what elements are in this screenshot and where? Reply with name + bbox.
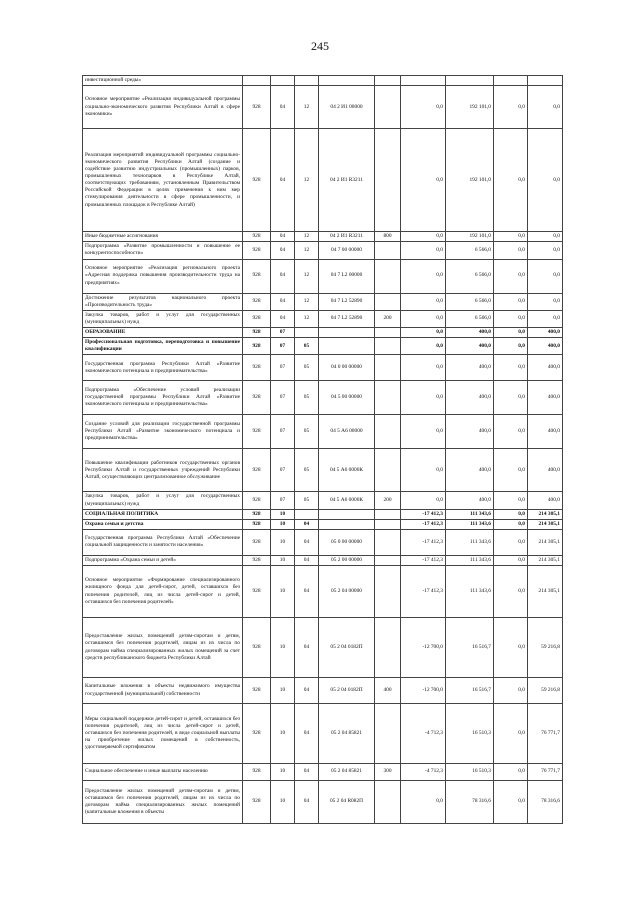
cell-csr: 04 2 И1 R3211	[319, 232, 375, 242]
cell-pr: 12	[295, 129, 319, 232]
cell-gr: 928	[243, 678, 271, 704]
cell-amount-3: 59 216,8	[528, 678, 563, 704]
cell-amount-change: -4 712,3	[401, 764, 446, 781]
cell-amount-change: 0,0	[401, 415, 446, 449]
cell-amount-1: 111 343,6	[446, 555, 494, 565]
cell-name: Предоставление жилых помещений детям-сиротам и детям, оставшимся без попечения родителей, лицам из их числа по договорам найма специализированных жилых помещений за счет средств республиканского бюджета Республики Алтай	[83, 618, 243, 678]
budget-table	[82, 75, 563, 824]
cell-name: Подпрограмма «Обеспечение условий реализации государственной программы Республики Алтай «Развитие экономического потенциала и предпринимательства»	[83, 381, 243, 415]
cell-name: Охрана семьи и детства	[83, 519, 243, 529]
cell-amount-1: 400,0	[446, 381, 494, 415]
cell-pr: 04	[295, 764, 319, 781]
cell-name: инвестиционной среды»	[83, 76, 243, 86]
cell-name: Подпрограмма «Развитие промышленности и повышение ее конкурентоспособности»	[83, 242, 243, 259]
table-row	[83, 566, 563, 618]
cell-gr: 928	[243, 86, 271, 129]
table-row	[83, 449, 563, 492]
cell-gr: 928	[243, 415, 271, 449]
cell-amount-2: 0,0	[494, 519, 528, 529]
cell-gr: 928	[243, 259, 271, 293]
cell-vr	[375, 381, 401, 415]
cell-amount-2: 0,0	[494, 86, 528, 129]
cell-rz: 07	[271, 355, 295, 381]
cell-rz: 10	[271, 618, 295, 678]
table-row	[83, 509, 563, 519]
cell-pr: 04	[295, 555, 319, 565]
cell-vr	[375, 86, 401, 129]
cell-pr: 12	[295, 242, 319, 259]
cell-amount-1: 192 101,0	[446, 232, 494, 242]
cell-amount-change: 0,0	[401, 242, 446, 259]
cell-amount-1: 6 566,0	[446, 259, 494, 293]
cell-vr	[375, 242, 401, 259]
cell-gr	[243, 76, 271, 86]
cell-amount-2: 0,0	[494, 381, 528, 415]
cell-gr: 928	[243, 509, 271, 519]
cell-rz: 10	[271, 519, 295, 529]
cell-vr	[375, 449, 401, 492]
cell-amount-2: 0,0	[494, 355, 528, 381]
table-row	[83, 704, 563, 764]
cell-rz: 04	[271, 86, 295, 129]
cell-rz: 04	[271, 232, 295, 242]
cell-amount-3: 76 771,7	[528, 764, 563, 781]
cell-amount-3: 400,0	[528, 449, 563, 492]
cell-csr	[319, 76, 375, 86]
cell-name: Подпрограмма «Охрана семьи и детей»	[83, 555, 243, 565]
table-row	[83, 381, 563, 415]
cell-amount-change: -17 412,3	[401, 555, 446, 565]
cell-csr: 05 2 04 0182П	[319, 618, 375, 678]
cell-gr: 928	[243, 310, 271, 327]
cell-amount-change: 0,0	[401, 293, 446, 310]
table-row	[83, 555, 563, 565]
cell-amount-3: 214 305,1	[528, 529, 563, 555]
cell-amount-2: 0,0	[494, 449, 528, 492]
cell-amount-3	[528, 76, 563, 86]
cell-csr: 05 2 04 85821	[319, 764, 375, 781]
table-row	[83, 310, 563, 327]
cell-amount-3: 0,0	[528, 232, 563, 242]
cell-name: Предоставление жилых помещений детям-сиротам и детям, оставшимся без попечения родителей, лицам из их числа по договорам найма специализированных жилых помещений (капитальные вложения в объекты	[83, 781, 243, 824]
cell-amount-1: 111 343,6	[446, 529, 494, 555]
cell-vr: 400	[375, 678, 401, 704]
cell-pr: 12	[295, 310, 319, 327]
cell-vr	[375, 566, 401, 618]
cell-amount-3: 400,0	[528, 328, 563, 338]
cell-csr	[319, 328, 375, 338]
cell-gr: 928	[243, 242, 271, 259]
cell-csr: 05 2 04 85821	[319, 704, 375, 764]
cell-vr	[375, 509, 401, 519]
cell-csr: 05 2 04 0182П	[319, 678, 375, 704]
cell-amount-1: 16 516,7	[446, 618, 494, 678]
cell-rz: 04	[271, 310, 295, 327]
cell-amount-change	[401, 76, 446, 86]
cell-amount-1	[446, 76, 494, 86]
cell-rz: 10	[271, 566, 295, 618]
table-row	[83, 355, 563, 381]
cell-vr	[375, 338, 401, 355]
cell-gr: 928	[243, 566, 271, 618]
cell-gr: 928	[243, 232, 271, 242]
cell-name: Иные бюджетные ассигнования	[83, 232, 243, 242]
cell-amount-2: 0,0	[494, 492, 528, 509]
table-row	[83, 764, 563, 781]
cell-amount-3: 400,0	[528, 338, 563, 355]
cell-pr: 05	[295, 449, 319, 492]
table-row	[83, 259, 563, 293]
cell-rz: 07	[271, 415, 295, 449]
cell-name: Создание условий для реализации государственной программы Республики Алтай «Развитие экономического потенциала и предпринимательства»	[83, 415, 243, 449]
cell-csr: 05 2 00 00000	[319, 555, 375, 565]
cell-name: Государственная программа Республики Алтай «Развитие экономического потенциала и предпринимательства»	[83, 355, 243, 381]
cell-rz: 10	[271, 529, 295, 555]
cell-amount-change: 0,0	[401, 492, 446, 509]
cell-gr: 928	[243, 449, 271, 492]
cell-amount-2: 0,0	[494, 328, 528, 338]
cell-amount-1: 6 566,0	[446, 242, 494, 259]
cell-csr	[319, 519, 375, 529]
cell-amount-change: 0,0	[401, 232, 446, 242]
cell-name: СОЦИАЛЬНАЯ ПОЛИТИКА	[83, 509, 243, 519]
cell-name: Повышение квалификации работников государственных органов Республики Алтай и государственных учреждений Республики Алтай, осуществляющих централизованное обслуживание	[83, 449, 243, 492]
cell-pr: 12	[295, 293, 319, 310]
cell-amount-change: -12 700,0	[401, 678, 446, 704]
cell-vr	[375, 293, 401, 310]
table-row	[83, 86, 563, 129]
cell-amount-2: 0,0	[494, 529, 528, 555]
cell-name: Закупка товаров, работ и услуг для государственных (муниципальных) нужд	[83, 310, 243, 327]
cell-name: Профессиональная подготовка, переподготовка и повышение квалификации	[83, 338, 243, 355]
cell-amount-change: -4 712,3	[401, 704, 446, 764]
cell-amount-1: 400,0	[446, 415, 494, 449]
cell-amount-change: 0,0	[401, 355, 446, 381]
cell-rz: 04	[271, 259, 295, 293]
table-row	[83, 242, 563, 259]
cell-rz: 07	[271, 449, 295, 492]
cell-amount-change: -17 412,3	[401, 519, 446, 529]
cell-csr: 04 5 А6 0000К	[319, 492, 375, 509]
cell-amount-1: 6 566,0	[446, 310, 494, 327]
cell-amount-3: 400,0	[528, 381, 563, 415]
cell-amount-change: 0,0	[401, 259, 446, 293]
cell-vr	[375, 129, 401, 232]
cell-amount-3: 214 305,1	[528, 519, 563, 529]
cell-pr: 05	[295, 492, 319, 509]
cell-amount-2: 0,0	[494, 415, 528, 449]
cell-amount-change: 0,0	[401, 338, 446, 355]
cell-amount-2: 0,0	[494, 338, 528, 355]
cell-amount-1: 192 101,0	[446, 129, 494, 232]
table-row	[83, 129, 563, 232]
cell-name: Социальное обеспечение и иные выплаты населению	[83, 764, 243, 781]
cell-vr	[375, 704, 401, 764]
table-row	[83, 232, 563, 242]
cell-csr: 05 0 00 00000	[319, 529, 375, 555]
cell-amount-1: 400,0	[446, 492, 494, 509]
cell-csr	[319, 338, 375, 355]
cell-amount-3: 0,0	[528, 242, 563, 259]
cell-csr: 04 7 L2 52890	[319, 293, 375, 310]
cell-csr: 04 2 И1 00000	[319, 86, 375, 129]
cell-csr: 04 2 И1 R3211	[319, 129, 375, 232]
cell-vr	[375, 529, 401, 555]
table-row	[83, 529, 563, 555]
cell-pr: 05	[295, 415, 319, 449]
cell-gr: 928	[243, 381, 271, 415]
cell-csr: 04 0 00 00000	[319, 355, 375, 381]
cell-amount-1: 16 510,3	[446, 704, 494, 764]
cell-gr: 928	[243, 355, 271, 381]
cell-amount-change: 0,0	[401, 781, 446, 824]
cell-amount-2: 0,0	[494, 129, 528, 232]
cell-vr	[375, 618, 401, 678]
cell-amount-change: 0,0	[401, 86, 446, 129]
cell-name: Меры социальной поддержки детей-сирот и детей, оставшихся без попечения родителей, лиц из числа детей-сирот и детей, оставшихся без попечения родителей, в виде социальной выплаты на приобретение жилых помещений в собственность, удостоверяемой сертификатом	[83, 704, 243, 764]
cell-amount-1: 78 316,6	[446, 781, 494, 824]
cell-amount-1: 16 516,7	[446, 678, 494, 704]
cell-rz: 04	[271, 242, 295, 259]
table-row	[83, 415, 563, 449]
cell-vr: 200	[375, 310, 401, 327]
cell-amount-3: 400,0	[528, 415, 563, 449]
cell-pr: 04	[295, 678, 319, 704]
cell-csr: 04 5 А6 0000К	[319, 449, 375, 492]
cell-gr: 928	[243, 781, 271, 824]
cell-name: Основное мероприятие «Реализация регионального проекта «Адресная поддержка повышения производительности труда на предприятиях»	[83, 259, 243, 293]
cell-gr: 928	[243, 129, 271, 232]
cell-gr: 928	[243, 519, 271, 529]
cell-vr	[375, 328, 401, 338]
cell-amount-3: 78 316,6	[528, 781, 563, 824]
cell-gr: 928	[243, 764, 271, 781]
cell-gr: 928	[243, 618, 271, 678]
cell-rz: 10	[271, 704, 295, 764]
cell-amount-2: 0,0	[494, 781, 528, 824]
cell-amount-3: 214 305,1	[528, 555, 563, 565]
cell-vr: 300	[375, 764, 401, 781]
cell-pr: 12	[295, 259, 319, 293]
cell-vr	[375, 555, 401, 565]
cell-amount-1: 400,0	[446, 338, 494, 355]
cell-amount-change: -17 412,3	[401, 509, 446, 519]
cell-amount-2: 0,0	[494, 509, 528, 519]
cell-gr: 928	[243, 338, 271, 355]
cell-name: Капитальные вложения в объекты недвижимого имущества государственной (муниципальной) собственности	[83, 678, 243, 704]
table-row	[83, 338, 563, 355]
cell-amount-1: 400,0	[446, 328, 494, 338]
table-row	[83, 678, 563, 704]
table-row	[83, 492, 563, 509]
cell-pr: 12	[295, 232, 319, 242]
cell-name: Основное мероприятие «Формирование специализированного жилищного фонда для детей-сирот, детей, оставшихся без попечения родителей, лиц из числа детей-сирот и детей, оставшихся без попечения родителей»	[83, 566, 243, 618]
cell-vr	[375, 519, 401, 529]
cell-rz: 07	[271, 338, 295, 355]
cell-pr: 05	[295, 338, 319, 355]
cell-amount-2: 0,0	[494, 259, 528, 293]
cell-gr: 928	[243, 555, 271, 565]
cell-rz: 04	[271, 129, 295, 232]
cell-pr: 04	[295, 618, 319, 678]
cell-amount-1: 6 566,0	[446, 293, 494, 310]
cell-amount-2: 0,0	[494, 566, 528, 618]
cell-amount-change: 0,0	[401, 310, 446, 327]
cell-amount-change: 0,0	[401, 381, 446, 415]
cell-amount-change: 0,0	[401, 129, 446, 232]
cell-amount-change: -17 412,3	[401, 529, 446, 555]
cell-vr	[375, 415, 401, 449]
cell-amount-2: 0,0	[494, 555, 528, 565]
table-row	[83, 328, 563, 338]
cell-amount-2: 0,0	[494, 764, 528, 781]
cell-csr	[319, 509, 375, 519]
cell-csr: 04 7 L2 00000	[319, 259, 375, 293]
cell-rz: 07	[271, 381, 295, 415]
cell-rz	[271, 76, 295, 86]
table-row	[83, 293, 563, 310]
cell-amount-3: 0,0	[528, 259, 563, 293]
cell-amount-1: 400,0	[446, 355, 494, 381]
cell-amount-change: 0,0	[401, 328, 446, 338]
cell-amount-1: 192 101,0	[446, 86, 494, 129]
cell-pr	[295, 509, 319, 519]
cell-name: ОБРАЗОВАНИЕ	[83, 328, 243, 338]
cell-csr: 04 5 А6 00000	[319, 415, 375, 449]
cell-pr: 04	[295, 519, 319, 529]
cell-amount-2: 0,0	[494, 618, 528, 678]
cell-amount-2: 0,0	[494, 232, 528, 242]
cell-rz: 10	[271, 509, 295, 519]
cell-amount-3: 400,0	[528, 355, 563, 381]
cell-vr: 800	[375, 232, 401, 242]
cell-pr	[295, 328, 319, 338]
cell-pr: 04	[295, 529, 319, 555]
cell-amount-3: 0,0	[528, 129, 563, 232]
cell-amount-1: 16 510,3	[446, 764, 494, 781]
cell-amount-3: 0,0	[528, 293, 563, 310]
cell-gr: 928	[243, 492, 271, 509]
cell-vr	[375, 76, 401, 86]
cell-gr: 928	[243, 293, 271, 310]
cell-vr	[375, 259, 401, 293]
cell-rz: 10	[271, 764, 295, 781]
cell-amount-3: 214 305,1	[528, 509, 563, 519]
cell-name: Достижение результатов национального проекта «Производительность труда»	[83, 293, 243, 310]
cell-amount-2: 0,0	[494, 293, 528, 310]
cell-csr: 04 5 00 00000	[319, 381, 375, 415]
cell-pr: 12	[295, 86, 319, 129]
page-number: 245	[311, 39, 329, 53]
cell-pr: 05	[295, 355, 319, 381]
cell-amount-2: 0,0	[494, 704, 528, 764]
cell-amount-change: -12 700,0	[401, 618, 446, 678]
cell-amount-1: 111 343,6	[446, 509, 494, 519]
cell-gr: 928	[243, 328, 271, 338]
cell-name: Закупка товаров, работ и услуг для государственных (муниципальных) нужд	[83, 492, 243, 509]
cell-csr: 04 7 00 00000	[319, 242, 375, 259]
cell-amount-change: 0,0	[401, 449, 446, 492]
cell-csr: 04 7 L2 52890	[319, 310, 375, 327]
cell-amount-2	[494, 76, 528, 86]
cell-amount-2: 0,0	[494, 242, 528, 259]
cell-amount-1: 111 343,6	[446, 519, 494, 529]
cell-vr	[375, 781, 401, 824]
cell-pr: 05	[295, 381, 319, 415]
cell-rz: 10	[271, 555, 295, 565]
cell-amount-3: 76 771,7	[528, 704, 563, 764]
table-row	[83, 519, 563, 529]
cell-csr: 05 2 04 R082П	[319, 781, 375, 824]
cell-amount-3: 214 305,1	[528, 566, 563, 618]
cell-pr: 04	[295, 704, 319, 764]
cell-rz: 10	[271, 781, 295, 824]
table-body	[83, 76, 563, 824]
cell-vr	[375, 355, 401, 381]
cell-rz: 07	[271, 328, 295, 338]
cell-amount-3: 0,0	[528, 310, 563, 327]
cell-amount-3: 59 216,8	[528, 618, 563, 678]
cell-pr: 04	[295, 781, 319, 824]
cell-amount-1: 400,0	[446, 449, 494, 492]
table-row	[83, 76, 563, 86]
cell-pr: 04	[295, 566, 319, 618]
cell-amount-3: 0,0	[528, 86, 563, 129]
cell-name: Основное мероприятие «Реализация индивидуальной программы социально-экономического развития Республики Алтай в сфере экономики»	[83, 86, 243, 129]
cell-amount-2: 0,0	[494, 310, 528, 327]
cell-amount-1: 111 343,6	[446, 566, 494, 618]
cell-rz: 10	[271, 678, 295, 704]
cell-amount-3: 400,0	[528, 492, 563, 509]
cell-rz: 04	[271, 293, 295, 310]
cell-pr	[295, 76, 319, 86]
cell-gr: 928	[243, 529, 271, 555]
table-row	[83, 618, 563, 678]
cell-name: Государственная программа Республики Алтай «Обеспечение социальной защищенности и занятости населения»	[83, 529, 243, 555]
cell-amount-2: 0,0	[494, 678, 528, 704]
cell-vr: 200	[375, 492, 401, 509]
cell-csr: 05 2 04 00000	[319, 566, 375, 618]
cell-name: Реализация мероприятий индивидуальной программы социально-экономического развития Республики Алтай (создание и содействие развитию индустриальных (промышленных) парков, промышленных технопарков в Республике Алтай, соответствующих требованиям, установленным Правительством Российской Федерации в целях применения к ним мер стимулирования деятельности в сфере промышленности, и промышленных площадок в Республике Алтай)	[83, 129, 243, 232]
cell-rz: 07	[271, 492, 295, 509]
cell-gr: 928	[243, 704, 271, 764]
cell-amount-change: -17 412,3	[401, 566, 446, 618]
table-row	[83, 781, 563, 824]
